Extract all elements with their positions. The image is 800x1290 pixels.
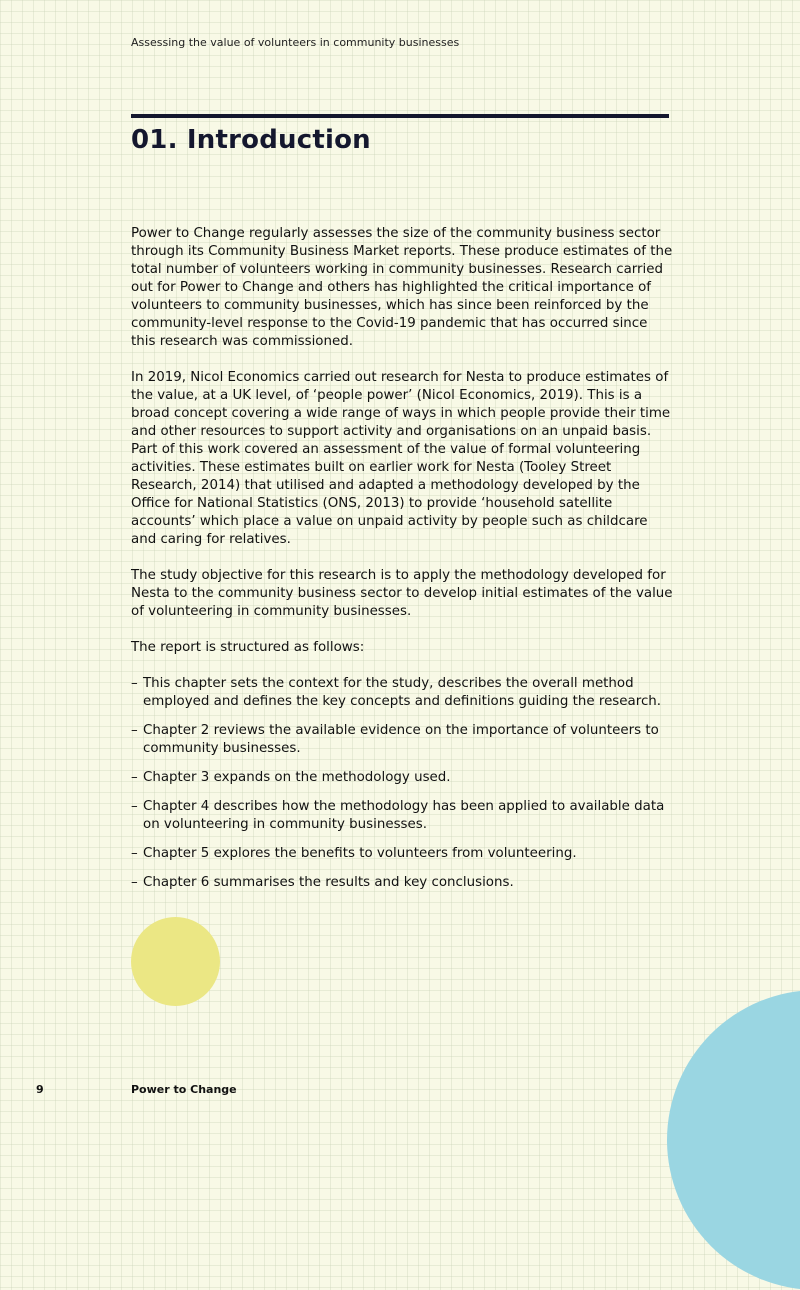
paragraph-intro: Power to Change regularly assesses the size of the community business sector through its Community Business Market reports. These produce estimates of the total number of volunteers working in community businesses. Research carried out for Power to Change and others has highlighted the critical importance of volunteers to community businesses, which has since been reinforced by the community-level response to the Covid-19 pandemic that has occurred since this research was commissioned.: [131, 226, 673, 349]
list-item: [131, 675, 676, 711]
decorative-blue-circle: [667, 990, 800, 1290]
list-item-text: Chapter 4 describes how the methodology has been applied to available data on volunteering in community businesses.: [143, 799, 665, 832]
list-item: [131, 798, 676, 834]
page-number: 9: [36, 1083, 44, 1096]
dash-marker: –: [131, 676, 138, 691]
paragraph-structure-lead: The report is structured as follows:: [131, 640, 365, 655]
chapter-list: [131, 675, 676, 892]
list-item-text: Chapter 6 summarises the results and key conclusions.: [143, 875, 514, 890]
dash-marker: –: [131, 723, 138, 738]
dash-marker: –: [131, 770, 138, 785]
list-item: [131, 769, 676, 787]
title-rule: [131, 114, 669, 118]
paragraph-study-objective: The study objective for this research is to apply the methodology developed for Nesta to the community business sector to develop initial estimates of the value of volunteering in community businesses.: [131, 568, 673, 619]
dash-marker: –: [131, 875, 138, 890]
page-title: 01. Introduction: [131, 125, 371, 155]
paragraph-nicol-economics: In 2019, Nicol Economics carried out research for Nesta to produce estimates of the value, at a UK level, of ‘people power’ (Nicol Economics, 2019). This is a broad concept covering a wide range of ways in which people provide their time and other resources to support activity and organisations on an unpaid basis. Part of this work covered an assessment of the value of formal volunteering activities. These estimates built on earlier work for Nesta (Tooley Street Research, 2014) that utilised and adapted a methodology developed by the Office for National Statistics (ONS, 2013) to provide ‘household satellite accounts’ which place a value on unpaid activity by people such as childcare and caring for relatives.: [131, 370, 671, 547]
dash-marker: –: [131, 846, 138, 861]
list-item: [131, 845, 676, 863]
list-item-text: Chapter 5 explores the benefits to volunteers from volunteering.: [143, 846, 577, 861]
body-content: [131, 225, 676, 903]
list-item-text: Chapter 3 expands on the methodology used.: [143, 770, 451, 785]
footer-publisher: Power to Change: [131, 1083, 237, 1096]
list-item: [131, 874, 676, 892]
list-item-text: Chapter 2 reviews the available evidence on the importance of volunteers to community businesses.: [143, 723, 659, 756]
dash-marker: –: [131, 799, 138, 814]
decorative-yellow-circle: [131, 917, 220, 1006]
list-item-text: This chapter sets the context for the study, describes the overall method employed and defines the key concepts and definitions guiding the research.: [143, 676, 662, 709]
list-item: [131, 722, 676, 758]
running-header: Assessing the value of volunteers in community businesses: [131, 36, 460, 49]
